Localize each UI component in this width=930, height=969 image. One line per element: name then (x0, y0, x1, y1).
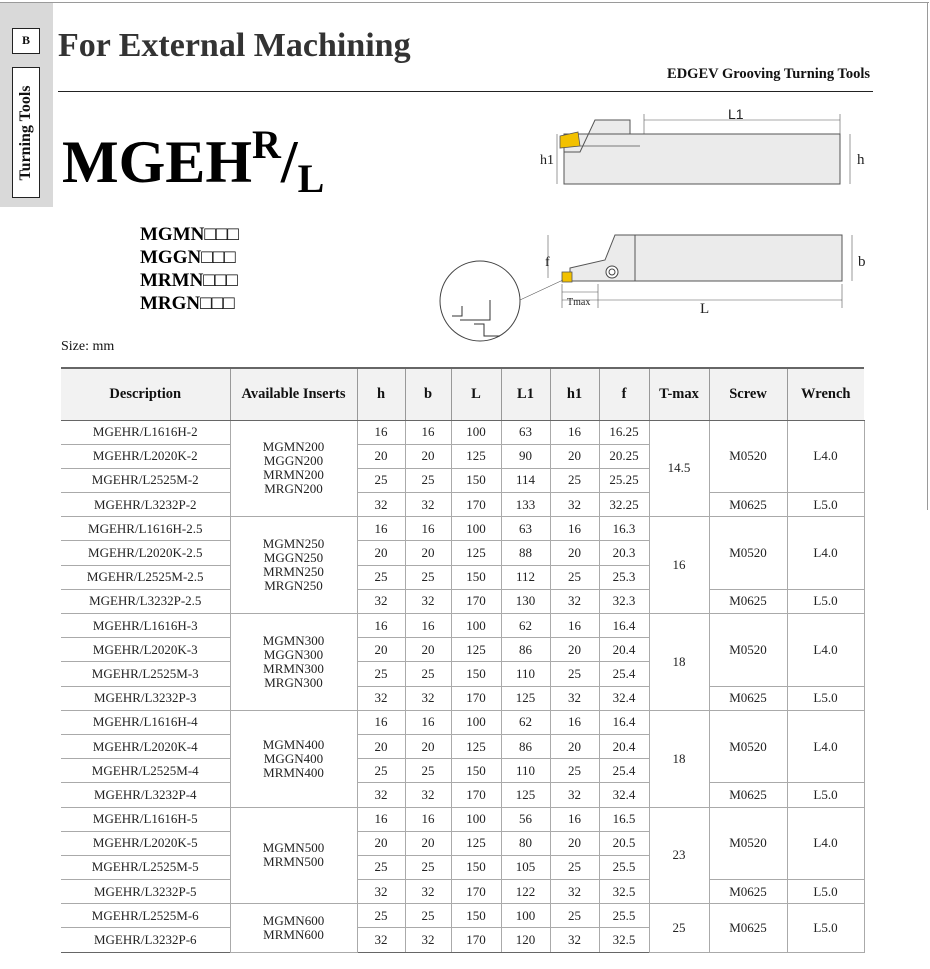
cell-h: 16 (357, 517, 405, 541)
cell-description: MGEHR/L2525M-4 (61, 759, 230, 783)
cell-description: MGEHR/L2525M-2.5 (61, 565, 230, 589)
cell-h1: 16 (550, 807, 599, 831)
cell-wrench: L5.0 (787, 589, 864, 613)
insert-code: MGMN200 (262, 439, 325, 455)
cell-b: 25 (405, 855, 451, 879)
cell-L: 150 (451, 662, 501, 686)
insert-code: MRGN300 (264, 674, 323, 690)
cell-b: 32 (405, 928, 451, 952)
top-view (440, 235, 866, 341)
header-h1: h1 (550, 368, 599, 420)
label-L1: L1 (728, 106, 744, 122)
label-L: L (700, 301, 710, 317)
cell-screw: M0520 (709, 614, 787, 687)
cell-h: 20 (357, 541, 405, 565)
cell-wrench: L5.0 (787, 686, 864, 710)
cell-b: 25 (405, 565, 451, 589)
cell-h: 25 (357, 565, 405, 589)
cell-description: MGEHR/L2020K-3 (61, 638, 230, 662)
cell-wrench: L4.0 (787, 517, 864, 590)
cell-L1: 122 (501, 880, 550, 904)
label-h: h (857, 152, 865, 168)
detail-circle (440, 261, 520, 341)
insert-side (560, 132, 580, 148)
cell-description: MGEHR/L2020K-2 (61, 444, 230, 468)
cell-wrench: L5.0 (787, 783, 864, 807)
label-Tmax: Tmax (567, 297, 591, 308)
cell-b: 20 (405, 734, 451, 758)
cell-L1: 120 (501, 928, 550, 952)
cell-h: 20 (357, 638, 405, 662)
cell-b: 20 (405, 831, 451, 855)
cell-L1: 110 (501, 662, 550, 686)
cell-L: 170 (451, 589, 501, 613)
cell-h: 25 (357, 662, 405, 686)
detail-leader (520, 280, 563, 300)
header-L1: L1 (501, 368, 550, 420)
cell-L1: 100 (501, 904, 550, 928)
cell-f: 25.4 (599, 662, 649, 686)
cell-L1: 125 (501, 783, 550, 807)
cell-description: MGEHR/L3232P-4 (61, 783, 230, 807)
cell-screw: M0625 (709, 904, 787, 952)
cell-screw: M0520 (709, 420, 787, 493)
cell-L: 100 (451, 517, 501, 541)
cell-f: 32.25 (599, 493, 649, 517)
cell-h: 16 (357, 710, 405, 734)
cell-b: 25 (405, 662, 451, 686)
cell-L1: 90 (501, 444, 550, 468)
header-wrench: Wrench (787, 368, 864, 420)
cell-h1: 20 (550, 734, 599, 758)
label-b: b (858, 254, 866, 270)
cell-L1: 133 (501, 493, 550, 517)
top-shank-body (635, 235, 842, 281)
insert-code: MGMN600 (262, 912, 325, 928)
insert-code: MRMN300 (263, 660, 324, 676)
cell-L: 170 (451, 493, 501, 517)
cell-description: MGEHR/L2525M-6 (61, 904, 230, 928)
cell-h1: 25 (550, 565, 599, 589)
cell-b: 16 (405, 420, 451, 444)
cell-h: 32 (357, 928, 405, 952)
cell-f: 20.5 (599, 831, 649, 855)
insert-code: MRMN250 (263, 564, 324, 580)
header-tmax: T-max (649, 368, 709, 420)
cell-tmax: 18 (649, 710, 709, 807)
cell-b: 32 (405, 589, 451, 613)
insert-code: MRGN200 (264, 481, 323, 497)
insert-list (140, 223, 239, 315)
cell-L1: 63 (501, 517, 550, 541)
cell-tmax: 14.5 (649, 420, 709, 517)
cell-f: 25.5 (599, 904, 649, 928)
insert-top (562, 272, 572, 282)
cell-description: MGEHR/L2525M-5 (61, 855, 230, 879)
cell-wrench: L5.0 (787, 904, 864, 952)
cell-h1: 32 (550, 686, 599, 710)
side-tab-letter: B (12, 28, 40, 54)
cell-h: 20 (357, 444, 405, 468)
cell-L1: 88 (501, 541, 550, 565)
cell-L: 125 (451, 831, 501, 855)
side-view (540, 106, 865, 184)
side-tab-label: Turning Tools (17, 84, 34, 181)
cell-h: 32 (357, 686, 405, 710)
frame-right-border (927, 2, 928, 510)
header-subtitle: EDGEV Grooving Turning Tools (667, 66, 870, 82)
cell-L: 125 (451, 541, 501, 565)
side-tab (0, 3, 53, 207)
label-h1: h1 (540, 153, 554, 168)
table-row (61, 710, 864, 734)
cell-description: MGEHR/L1616H-2 (61, 420, 230, 444)
cell-L1: 62 (501, 710, 550, 734)
cell-h1: 16 (550, 710, 599, 734)
cell-wrench: L4.0 (787, 710, 864, 783)
insert-code: MRMN600 (263, 926, 324, 942)
cell-b: 20 (405, 638, 451, 662)
cell-b: 25 (405, 759, 451, 783)
cell-L: 100 (451, 807, 501, 831)
cell-description: MGEHR/L3232P-3 (61, 686, 230, 710)
cell-tmax: 25 (649, 904, 709, 952)
cell-L: 150 (451, 759, 501, 783)
cell-f: 25.5 (599, 855, 649, 879)
cell-h: 20 (357, 831, 405, 855)
cell-screw: M0625 (709, 589, 787, 613)
insert-code: MGMN400 (262, 736, 325, 752)
cell-h: 20 (357, 734, 405, 758)
shank-body (564, 134, 840, 184)
cell-h: 32 (357, 493, 405, 517)
product-code-sub: L (297, 156, 325, 201)
cell-screw: M0520 (709, 710, 787, 783)
cell-h: 16 (357, 614, 405, 638)
cell-L: 125 (451, 444, 501, 468)
cell-f: 16.25 (599, 420, 649, 444)
cell-description: MGEHR/L2020K-5 (61, 831, 230, 855)
table-row (61, 880, 864, 904)
cell-b: 16 (405, 807, 451, 831)
cell-f: 16.4 (599, 614, 649, 638)
cell-b: 16 (405, 517, 451, 541)
cell-h1: 25 (550, 468, 599, 492)
size-note: Size: mm (61, 339, 115, 354)
cell-description: MGEHR/L3232P-6 (61, 928, 230, 952)
product-code-sup: R (252, 122, 281, 167)
cell-f: 32.5 (599, 880, 649, 904)
cell-L1: 56 (501, 807, 550, 831)
page-title: For External Machining (58, 27, 411, 64)
cell-b: 25 (405, 468, 451, 492)
insert-code: MGMN500 (262, 840, 325, 856)
side-tab-label-box (12, 67, 40, 198)
cell-h1: 25 (550, 855, 599, 879)
insert-type: MGGN□□□ (140, 247, 236, 268)
table-row (61, 904, 864, 928)
cell-h: 25 (357, 468, 405, 492)
cell-description: MGEHR/L1616H-4 (61, 710, 230, 734)
cell-tmax: 23 (649, 807, 709, 904)
cell-b: 32 (405, 493, 451, 517)
cell-L: 150 (451, 855, 501, 879)
cell-L: 150 (451, 468, 501, 492)
cell-L: 150 (451, 904, 501, 928)
cell-f: 20.4 (599, 734, 649, 758)
cell-h: 25 (357, 759, 405, 783)
cell-f: 32.5 (599, 928, 649, 952)
cell-L: 170 (451, 783, 501, 807)
header-screw: Screw (709, 368, 787, 420)
header-description: Description (61, 368, 230, 420)
cell-f: 16.4 (599, 710, 649, 734)
cell-b: 20 (405, 444, 451, 468)
cell-h1: 32 (550, 880, 599, 904)
cell-L1: 125 (501, 686, 550, 710)
cell-L: 100 (451, 420, 501, 444)
cell-description: MGEHR/L2020K-4 (61, 734, 230, 758)
cell-description: MGEHR/L2525M-3 (61, 662, 230, 686)
cell-L: 150 (451, 565, 501, 589)
cell-description: MGEHR/L3232P-5 (61, 880, 230, 904)
cell-f: 32.4 (599, 686, 649, 710)
clamp-screw-inner (609, 269, 615, 275)
cell-f: 20.4 (599, 638, 649, 662)
table-row (61, 420, 864, 444)
cell-L1: 112 (501, 565, 550, 589)
cell-h: 16 (357, 420, 405, 444)
header-L: L (451, 368, 501, 420)
cell-available-inserts (230, 904, 357, 952)
label-f: f (545, 255, 550, 270)
insert-code: MGMN300 (262, 632, 325, 648)
cell-available-inserts (230, 517, 357, 614)
insert-code: MGGN250 (263, 550, 324, 566)
cell-screw: M0520 (709, 517, 787, 590)
header-b: b (405, 368, 451, 420)
cell-h1: 20 (550, 831, 599, 855)
cell-L: 125 (451, 638, 501, 662)
cell-f: 20.3 (599, 541, 649, 565)
insert-code: MGMN250 (262, 536, 325, 552)
cell-b: 16 (405, 710, 451, 734)
cell-L: 170 (451, 880, 501, 904)
cell-L: 170 (451, 928, 501, 952)
insert-type: MRMN□□□ (140, 270, 238, 291)
insert-code: MRMN500 (263, 854, 324, 870)
cell-f: 32.3 (599, 589, 649, 613)
cell-h1: 25 (550, 662, 599, 686)
cell-h1: 32 (550, 493, 599, 517)
cell-f: 25.25 (599, 468, 649, 492)
cell-h: 25 (357, 904, 405, 928)
cell-b: 32 (405, 880, 451, 904)
table-row (61, 589, 864, 613)
cell-f: 16.5 (599, 807, 649, 831)
cell-screw: M0625 (709, 493, 787, 517)
insert-code: MRMN200 (263, 467, 324, 483)
cell-L1: 86 (501, 734, 550, 758)
cell-f: 25.4 (599, 759, 649, 783)
cell-screw: M0625 (709, 686, 787, 710)
cell-h1: 32 (550, 783, 599, 807)
cell-b: 32 (405, 783, 451, 807)
insert-code: MGGN300 (263, 646, 324, 662)
cell-L: 100 (451, 614, 501, 638)
cell-wrench: L4.0 (787, 420, 864, 493)
cell-L1: 62 (501, 614, 550, 638)
cell-L1: 86 (501, 638, 550, 662)
table-header-row (61, 368, 864, 420)
cell-wrench: L4.0 (787, 807, 864, 880)
cell-h: 16 (357, 807, 405, 831)
cell-tmax: 18 (649, 614, 709, 711)
cell-L: 125 (451, 734, 501, 758)
insert-code: MRGN250 (264, 578, 323, 594)
cell-L1: 105 (501, 855, 550, 879)
cell-L: 170 (451, 686, 501, 710)
table-row (61, 686, 864, 710)
cell-L1: 130 (501, 589, 550, 613)
cell-h1: 20 (550, 444, 599, 468)
cell-L1: 63 (501, 420, 550, 444)
cell-L1: 114 (501, 468, 550, 492)
insert-type: MRGN□□□ (140, 293, 235, 314)
cell-b: 16 (405, 614, 451, 638)
cell-h1: 20 (550, 541, 599, 565)
cell-h1: 16 (550, 420, 599, 444)
cell-L1: 110 (501, 759, 550, 783)
cell-h: 32 (357, 880, 405, 904)
cell-b: 32 (405, 686, 451, 710)
table-row (61, 517, 864, 541)
cell-wrench: L5.0 (787, 493, 864, 517)
cell-available-inserts (230, 614, 357, 711)
header-f: f (599, 368, 649, 420)
insert-code: MGGN200 (263, 453, 324, 469)
cell-b: 20 (405, 541, 451, 565)
cell-description: MGEHR/L1616H-5 (61, 807, 230, 831)
cell-description: MGEHR/L1616H-3 (61, 614, 230, 638)
product-code-base: MGEH (62, 129, 252, 195)
cell-wrench: L5.0 (787, 880, 864, 904)
cell-description: MGEHR/L3232P-2.5 (61, 589, 230, 613)
product-code (62, 105, 324, 219)
cell-tmax: 16 (649, 517, 709, 614)
cell-h: 32 (357, 783, 405, 807)
cell-f: 32.4 (599, 783, 649, 807)
cell-h1: 16 (550, 614, 599, 638)
cell-description: MGEHR/L2525M-2 (61, 468, 230, 492)
cell-L: 100 (451, 710, 501, 734)
cell-b: 25 (405, 904, 451, 928)
cell-screw: M0625 (709, 783, 787, 807)
cell-h1: 16 (550, 517, 599, 541)
cell-h1: 20 (550, 638, 599, 662)
spec-table-body (61, 420, 864, 952)
table-row (61, 493, 864, 517)
table-row (61, 614, 864, 638)
cell-h: 25 (357, 855, 405, 879)
cell-L1: 80 (501, 831, 550, 855)
cell-available-inserts (230, 420, 357, 517)
cell-available-inserts (230, 710, 357, 807)
table-row (61, 783, 864, 807)
cell-description: MGEHR/L3232P-2 (61, 493, 230, 517)
cell-available-inserts (230, 807, 357, 904)
cell-wrench: L4.0 (787, 614, 864, 687)
header-rule (58, 91, 873, 92)
tool-dimension-diagram (430, 100, 880, 350)
cell-h1: 32 (550, 589, 599, 613)
cell-h1: 25 (550, 904, 599, 928)
cell-h1: 25 (550, 759, 599, 783)
frame-top-border (0, 2, 929, 3)
cell-f: 25.3 (599, 565, 649, 589)
cell-h: 32 (357, 589, 405, 613)
cell-h1: 32 (550, 928, 599, 952)
top-head (570, 235, 635, 281)
cell-screw: M0520 (709, 807, 787, 880)
cell-description: MGEHR/L1616H-2.5 (61, 517, 230, 541)
cell-f: 16.3 (599, 517, 649, 541)
cell-f: 20.25 (599, 444, 649, 468)
cell-description: MGEHR/L2020K-2.5 (61, 541, 230, 565)
header-h: h (357, 368, 405, 420)
product-code-slash: / (280, 129, 298, 195)
cell-screw: M0625 (709, 880, 787, 904)
insert-code: MRMN400 (263, 764, 324, 780)
insert-type: MGMN□□□ (140, 224, 239, 245)
spec-table (61, 367, 865, 953)
insert-code: MGGN400 (263, 750, 324, 766)
table-row (61, 807, 864, 831)
header-available-inserts: Available Inserts (230, 368, 357, 420)
